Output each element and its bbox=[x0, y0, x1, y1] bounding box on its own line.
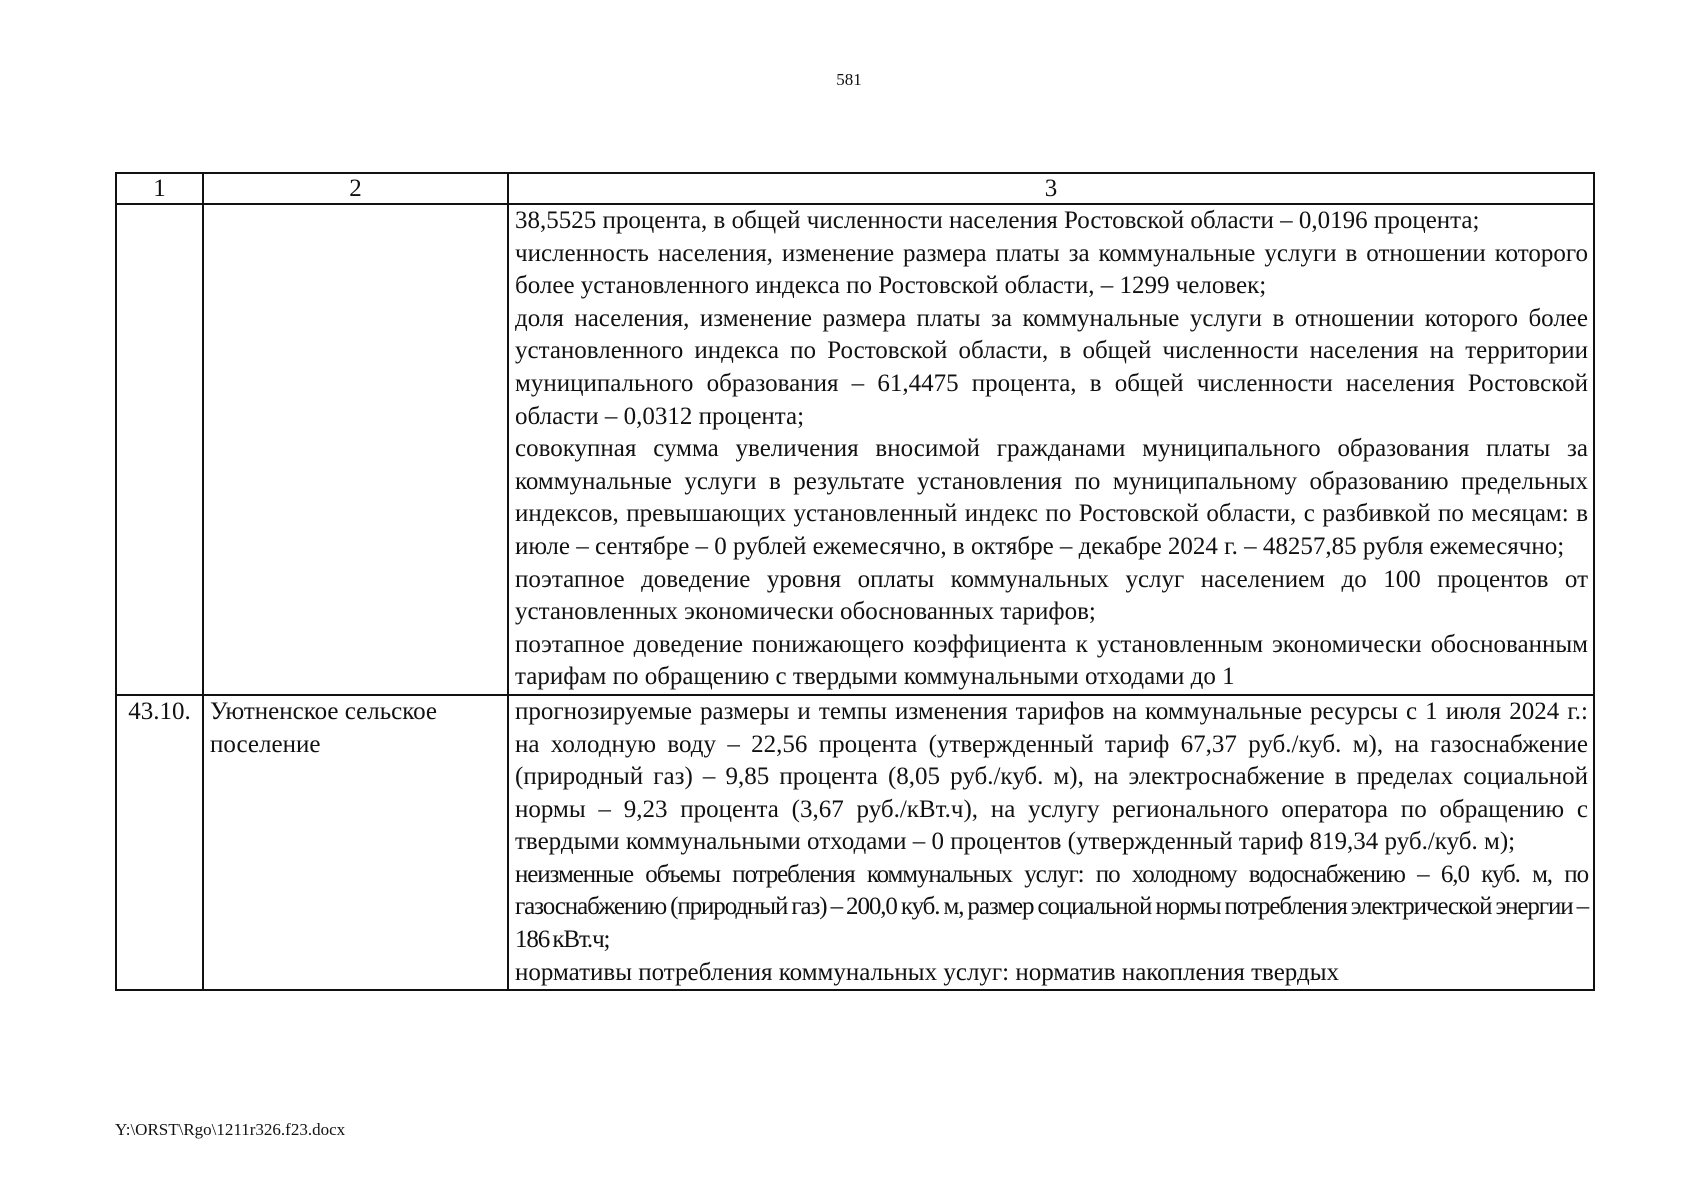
column-header-1: 1 bbox=[116, 173, 203, 204]
page-number: 581 bbox=[836, 70, 862, 89]
description-cell bbox=[508, 695, 1594, 990]
municipality-cell: Уютненское сельское поселение bbox=[203, 695, 508, 990]
table-row bbox=[116, 695, 1594, 990]
table-row bbox=[116, 204, 1594, 695]
row-number-cell bbox=[116, 204, 203, 695]
municipality-cell bbox=[203, 204, 508, 695]
paragraph: прогнозируемые размеры и темпы изменения тарифов на коммунальные ресурсы с 1 июля 2024 г.: на холодную воду – 22,56 процента (утвержденный тариф 67,37 руб./куб. м), на газоснабжение (природный газ) – 9,85 процента (8,05 руб./куб. м), на электроснабжение в пределах социальной нормы – 9,23 процента (3,67 руб./кВт.ч), на услугу регионального оператора по обращению с твердыми коммунальными отходами – 0 процентов (утвержденный тариф 819,34 руб./куб. м); bbox=[515, 697, 1588, 856]
paragraph: неизменные объемы потребления коммунальных услуг: по холодному водоснабжению – 6,0 куб. м, по газоснабжению (природный газ) – 200,0 куб. м, размер социальной нормы потребления электрической энергии – 186 кВт.ч; bbox=[515, 860, 1588, 954]
paragraph: доля населения, изменение размера платы за коммунальные услуги в отношении которого более установленного индекса по Ростовской области, в общей численности населения на территории муниципального образования – 61,4475 процента, в общей численности населения Ростовской области – 0,0312 процента; bbox=[515, 304, 1588, 430]
paragraph: 38,5525 процента, в общей численности населения Ростовской области – 0,0196 процента; bbox=[515, 207, 1480, 234]
paragraph: поэтапное доведение понижающего коэффициента к установленным экономически обоснованным тарифам по обращению с твердыми коммунальными отходами до 1 bbox=[515, 630, 1588, 691]
file-path-footer: Y:\ORST\Rgo\1211r326.f23.docx bbox=[115, 1120, 346, 1139]
paragraph: нормативы потребления коммунальных услуг: норматив накопления твердых bbox=[515, 958, 1339, 986]
paragraph: численность населения, изменение размера платы за коммунальные услуги в отношении которого более установленного индекса по Ростовской области, – 1299 человек; bbox=[515, 239, 1588, 300]
paragraph: совокупная сумма увеличения вносимой гражданами муниципального образования платы за коммунальные услуги в результате установления по муниципальному образованию предельных индексов, превышающих установленный индекс по Ростовской области, с разбивкой по месяцам: в июле – сентябре – 0 рублей ежемесячно, в октябре – декабре 2024 г. – 48257,85 рубля ежемесячно; bbox=[515, 435, 1588, 560]
tariff-table bbox=[115, 172, 1595, 991]
column-header-2: 2 bbox=[203, 173, 508, 204]
paragraph: поэтапное доведение уровня оплаты коммунальных услуг населением до 100 процентов от установленных экономически обоснованных тарифов; bbox=[515, 565, 1588, 626]
table-header-row bbox=[116, 173, 1594, 204]
description-cell bbox=[508, 204, 1594, 695]
column-header-3: 3 bbox=[508, 173, 1594, 204]
row-number-cell: 43.10. bbox=[116, 695, 203, 990]
